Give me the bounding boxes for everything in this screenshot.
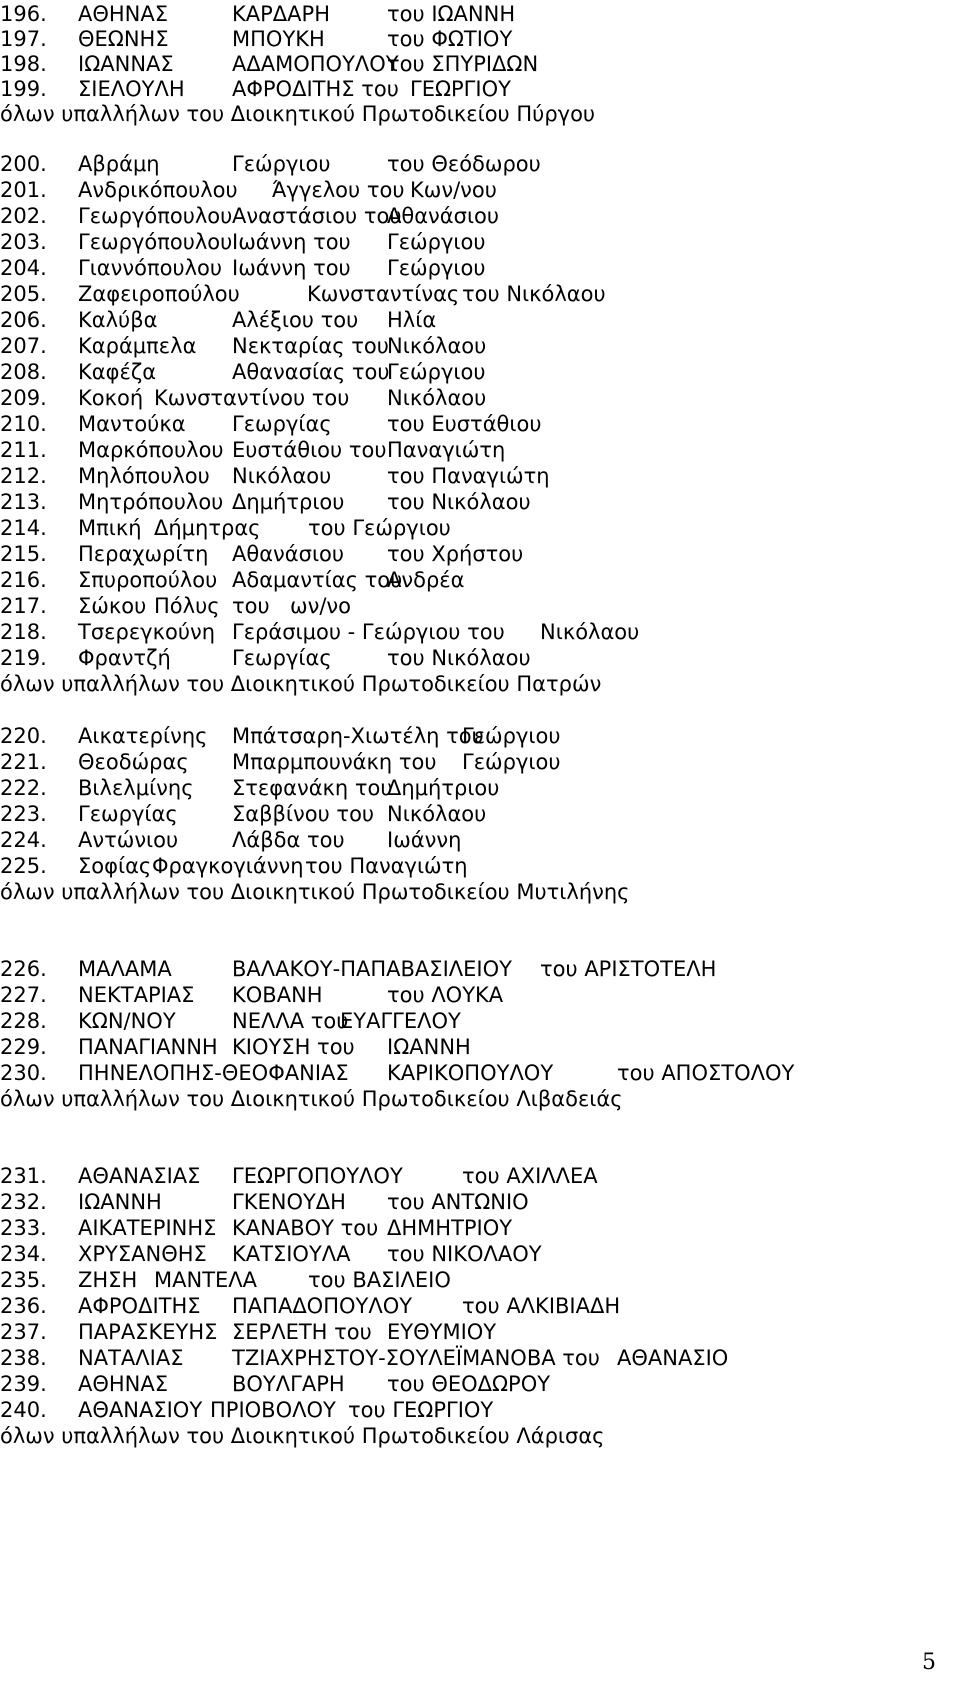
item-surname: Ιωάννη του (232, 230, 351, 254)
item-name: ΑΙΚΑΤΕΡΙΝΗΣ (78, 1216, 217, 1240)
item-surname: Γεράσιμου - Γεώργιου του (232, 620, 505, 644)
item-name: ΚΩΝ/ΝΟΥ (78, 1009, 176, 1033)
item-father: ΔΗΜΗΤΡΙΟΥ (387, 1216, 513, 1240)
item-father: Νικόλαου (387, 802, 487, 826)
item-number: 236. (0, 1294, 47, 1318)
item-surname: Αλέξιου του (232, 308, 359, 332)
item-name: ΑΦΡΟΔΙΤΗΣ (78, 1294, 201, 1318)
item-number: 214. (0, 516, 47, 540)
item-father: του ΒΑΣΙΛΕΙΟ (308, 1268, 451, 1292)
item-surname: Δημήτριου (232, 490, 345, 514)
item-surname: Φραγκογιάννη (152, 854, 304, 878)
item-father: του ΣΠΥΡΙΔΩΝ (387, 52, 539, 76)
item-father: Ανδρέα (387, 568, 465, 592)
item-surname: ΚΑΡΔΑΡΗ (232, 2, 330, 26)
item-father: Γεώργιου (387, 256, 486, 280)
item-number: 226. (0, 957, 47, 981)
item-number: 208. (0, 360, 47, 384)
item-extra: ων/νο (290, 594, 351, 618)
item-number: 222. (0, 776, 47, 800)
item-surname: ΓΚΕΝΟΥΔΗ (232, 1190, 346, 1214)
item-name: Μαρκόπουλου (78, 438, 224, 462)
item-number: 228. (0, 1009, 47, 1033)
item-number: 213. (0, 490, 47, 514)
item-name: Μητρόπουλου (78, 490, 224, 514)
item-father: του ΝΙΚΟΛΑΟΥ (387, 1242, 542, 1266)
court-note: όλων υπαλλήλων του Διοικητικού Πρωτοδικείου Πατρών (0, 672, 602, 696)
item-father: ΕΥΘΥΜΙΟΥ (387, 1320, 497, 1344)
item-father: του ΦΩΤΙΟΥ (387, 27, 513, 51)
item-name: ΙΩΑΝΝΑΣ (78, 52, 174, 76)
item-surname: Πόλυς (154, 594, 220, 618)
item-number: 221. (0, 750, 47, 774)
item-number: 232. (0, 1190, 47, 1214)
item-surname: ΜΠΟΥΚΗ (232, 27, 325, 51)
item-name: ΝΑΤΑΛΙΑΣ (78, 1346, 184, 1370)
item-surname: Σαββίνου του (232, 802, 375, 826)
item-number: 225. (0, 854, 47, 878)
item-name: Γεωργίας (78, 802, 178, 826)
item-surname: ΚΙΟΥΣΗ του (232, 1035, 355, 1059)
item-father: του (232, 594, 270, 618)
item-name: Κοκοή (78, 386, 144, 410)
item-father: του ΘΕΟΔΩΡΟΥ (387, 1372, 551, 1396)
item-father: Αθανάσιου (387, 204, 500, 228)
item-father: του ΑΠΟΣΤΟΛΟΥ (617, 1061, 795, 1085)
item-surname: Δήμητρας (154, 516, 261, 540)
item-father: Δημήτριου (387, 776, 500, 800)
item-name: ΣΙΕΛΟΥΛΗ (78, 77, 185, 101)
item-father: του ΑΧΙΛΛΕΑ (462, 1164, 598, 1188)
item-name: Βιλελμίνης (78, 776, 194, 800)
item-surname: ΣΕΡΛΕΤΗ του (232, 1320, 372, 1344)
item-surname: Νικόλαου (232, 464, 332, 488)
item-name: Μπική (78, 516, 142, 540)
item-father: Γεώργιου (387, 360, 486, 384)
item-number: 200. (0, 152, 47, 176)
item-number: 215. (0, 542, 47, 566)
item-father: Παναγιώτη (387, 438, 506, 462)
item-surname: Ιωάννη του (232, 256, 351, 280)
item-surname: ΝΕΛΛΑ του (232, 1009, 349, 1033)
item-name: Σπυροπούλου (78, 568, 218, 592)
item-father: του ΑΛΚΙΒΙΑΔΗ (462, 1294, 621, 1318)
item-surname: Κωνσταντίνου του (154, 386, 350, 410)
item-number: 197. (0, 27, 47, 51)
item-surname: Αθανασίας του (232, 360, 390, 384)
item-father: του Νικόλαου (462, 282, 606, 306)
item-name: Ζαφειροπούλου (78, 282, 240, 306)
item-number: 204. (0, 256, 47, 280)
item-surname: ΑΦΡΟΔΙΤΗΣ του (232, 77, 399, 101)
item-father: Γεώργιου (387, 230, 486, 254)
item-surname: Γεώργιου (232, 152, 331, 176)
item-number: 219. (0, 646, 47, 670)
item-name: ΘΕΩΝΗΣ (78, 27, 169, 51)
item-surname: Λάβδα του (232, 828, 345, 852)
item-surname: Αδαμαντίας του (232, 568, 403, 592)
item-name: Ανδρικόπουλου (78, 178, 238, 202)
item-father: ΑΘΑΝΑΣΙΟ (617, 1346, 729, 1370)
item-surname: Νεκταρίας του (232, 334, 389, 358)
item-father: ΕΥΑΓΓΕΛΟΥ (340, 1009, 461, 1033)
item-father: του Γεώργιου (308, 516, 451, 540)
item-number: 220. (0, 724, 47, 748)
item-name: Αικατερίνης (78, 724, 208, 748)
item-name: ΝΕΚΤΑΡΙΑΣ (78, 983, 195, 1007)
item-surname: ΚΑΡΙΚΟΠΟΥΛΟΥ (387, 1061, 554, 1085)
item-name: Καλύβα (78, 308, 158, 332)
item-surname: ΜΑΝΤΕΛΑ (154, 1268, 258, 1292)
item-surname: Γεωργίας (232, 412, 332, 436)
item-name: Αβράμη (78, 152, 160, 176)
item-father: του Χρήστου (387, 542, 524, 566)
item-name: Τσερεγκούνη (78, 620, 216, 644)
item-name: Καράμπελα (78, 334, 197, 358)
item-father: του Παναγιώτη (305, 854, 468, 878)
item-surname: Γεωργίας (232, 646, 332, 670)
item-father: του ΙΩΑΝΝΗ (387, 2, 516, 26)
item-number: 201. (0, 178, 47, 202)
court-note: όλων υπαλλήλων του Διοικητικού Πρωτοδικείου Μυτιλήνης (0, 880, 630, 904)
item-father: του Νικόλαου (387, 646, 531, 670)
item-number: 229. (0, 1035, 47, 1059)
item-name: Γιαννόπουλου (78, 256, 223, 280)
item-father: Γεώργιου (462, 750, 561, 774)
item-father: ΙΩΑΝΝΗ (387, 1035, 471, 1059)
item-father: Ιωάννη (387, 828, 462, 852)
item-father: Γεώργιου (462, 724, 561, 748)
item-number: 203. (0, 230, 47, 254)
item-father: του ΓΕΩΡΓΙΟΥ (348, 1398, 494, 1422)
item-number: 210. (0, 412, 47, 436)
item-name: Αντώνιου (78, 828, 179, 852)
item-surname: Άγγελου του (272, 178, 405, 202)
item-father: του ΛΟΥΚΑ (387, 983, 504, 1007)
item-father: του ΑΝΤΩΝΙΟ (387, 1190, 529, 1214)
item-name: Γεωργόπουλου (78, 230, 233, 254)
item-number: 224. (0, 828, 47, 852)
item-surname: ΤΖΙΑΧΡΗΣΤΟΥ-ΣΟΥΛΕΪΜΑΝΟΒΑ του (232, 1346, 600, 1370)
item-number: 196. (0, 2, 47, 26)
item-number: 209. (0, 386, 47, 410)
item-father: του Θεόδωρου (387, 152, 541, 176)
item-surname: Στεφανάκη του (232, 776, 393, 800)
item-number: 202. (0, 204, 47, 228)
item-name: Θεοδώρας (78, 750, 189, 774)
item-number: 216. (0, 568, 47, 592)
item-father: του Παναγιώτη (387, 464, 550, 488)
item-name: Γεωργόπουλου (78, 204, 233, 228)
item-number: 227. (0, 983, 47, 1007)
item-number: 207. (0, 334, 47, 358)
item-number: 218. (0, 620, 47, 644)
item-number: 240. (0, 1398, 47, 1422)
item-father: Κων/νου (410, 178, 497, 202)
item-surname: ΒΟΥΛΓΑΡΗ (232, 1372, 345, 1396)
item-father: Νικόλαου (540, 620, 640, 644)
item-surname: Μπαρμπουνάκη του (232, 750, 437, 774)
item-father: Ηλία (387, 308, 437, 332)
item-name: ΠΑΝΑΓΙΑΝΝΗ (78, 1035, 218, 1059)
item-number: 233. (0, 1216, 47, 1240)
item-number: 238. (0, 1346, 47, 1370)
item-number: 205. (0, 282, 47, 306)
item-number: 211. (0, 438, 47, 462)
item-number: 223. (0, 802, 47, 826)
item-name: ΑΘΗΝΑΣ (78, 1372, 169, 1396)
item-surname: ΚΑΝΑΒΟΥ του (232, 1216, 379, 1240)
item-father: του Ευστάθιου (387, 412, 542, 436)
court-note: όλων υπαλλήλων του Διοικητικού Πρωτοδικείου Λάρισας (0, 1424, 605, 1448)
item-father: ΓΕΩΡΓΙΟΥ (410, 77, 511, 101)
item-name: Καφέζα (78, 360, 157, 384)
item-number: 235. (0, 1268, 47, 1292)
item-surname: Μπάτσαρη-Χιωτέλη του (232, 724, 484, 748)
item-number: 206. (0, 308, 47, 332)
item-surname: ΒΑΛΑΚΟΥ-ΠΑΠΑΒΑΣΙΛΕΙΟΥ (232, 957, 512, 981)
item-name: ΖΗΣΗ (78, 1268, 138, 1292)
item-name: ΧΡΥΣΑΝΘΗΣ (78, 1242, 207, 1266)
item-name: Περαχωρίτη (78, 542, 209, 566)
item-surname: Κωνσταντίνας (307, 282, 460, 306)
item-father: του Νικόλαου (387, 490, 531, 514)
item-name: ΑΘΗΝΑΣ (78, 2, 169, 26)
item-number: 230. (0, 1061, 47, 1085)
item-number: 217. (0, 594, 47, 618)
item-number: 199. (0, 77, 47, 101)
item-name: ΠΑΡΑΣΚΕΥΗΣ (78, 1320, 218, 1344)
item-number: 198. (0, 52, 47, 76)
item-surname: Ευστάθιου του (232, 438, 387, 462)
item-number: 239. (0, 1372, 47, 1396)
item-father: του ΑΡΙΣΤΟΤΕΛΗ (540, 957, 717, 981)
item-name: ΑΘΑΝΑΣΙΑΣ (78, 1164, 201, 1188)
item-name: ΠΗΝΕΛΟΠΗΣ-ΘΕΟΦΑΝΙΑΣ (78, 1061, 349, 1085)
item-surname: ΓΕΩΡΓΟΠΟΥΛΟΥ (232, 1164, 403, 1188)
item-name: ΑΘΑΝΑΣΙΟΥ (78, 1398, 203, 1422)
item-name: ΜΑΛΑΜΑ (78, 957, 172, 981)
item-name: ΙΩΑΝΝΗ (78, 1190, 162, 1214)
item-name: Μαντούκα (78, 412, 186, 436)
court-note: όλων υπαλλήλων του Διοικητικού Πρωτοδικείου Πύργου (0, 102, 596, 126)
item-name: Σοφίας (78, 854, 152, 878)
item-number: 231. (0, 1164, 47, 1188)
page-number: 5 (922, 1650, 936, 1675)
item-surname: ΠΑΠΑΔΟΠΟΥΛΟΥ (232, 1294, 413, 1318)
court-note: όλων υπαλλήλων του Διοικητικού Πρωτοδικείου Λιβαδειάς (0, 1087, 623, 1111)
item-surname: Αναστάσιου του (232, 204, 402, 228)
item-surname: ΠΡΙΟΒΟΛΟΥ (210, 1398, 336, 1422)
item-father: Νικόλαου (387, 386, 487, 410)
item-name: Σώκου (78, 594, 147, 618)
item-number: 234. (0, 1242, 47, 1266)
item-surname: Αθανάσιου (232, 542, 345, 566)
item-number: 237. (0, 1320, 47, 1344)
item-name: Φραντζή (78, 646, 171, 670)
item-surname: ΚΑΤΣΙΟΥΛΑ (232, 1242, 351, 1266)
item-surname: ΑΔΑΜΟΠΟΥΛΟΥ (232, 52, 399, 76)
item-number: 212. (0, 464, 47, 488)
item-father: Νικόλαου (387, 334, 487, 358)
item-name: Μηλόπουλου (78, 464, 210, 488)
item-surname: ΚΟΒΑΝΗ (232, 983, 323, 1007)
